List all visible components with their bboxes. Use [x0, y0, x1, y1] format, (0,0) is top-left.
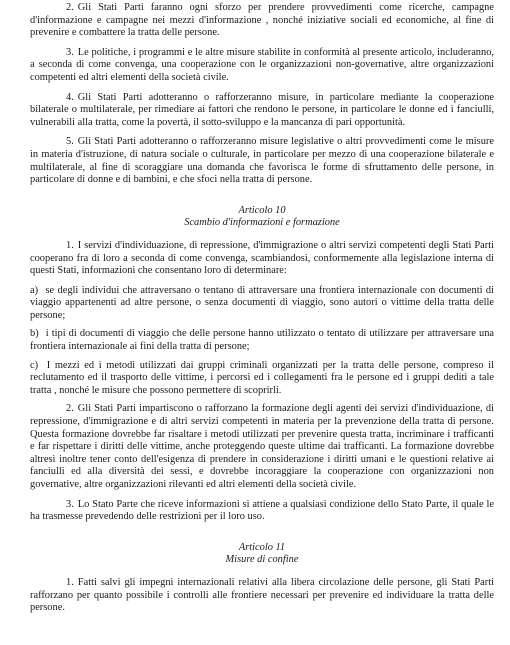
- paragraph-number: 2.: [66, 2, 74, 13]
- item-text: i tipi di documenti di viaggio che delle persone hanno utilizzato o tentato di utilizzare per attraversare una frontiera internazionale ai fini della tratta di persone;: [30, 328, 494, 353]
- article-10-paragraph-2: [30, 403, 494, 491]
- paragraph-text: Gli Stati Parti impartiscono o rafforzano la formazione degli agenti dei servizi d'individuazione, di repressione, d'immigrazione e di altri servizi competenti in materia per la prevenzione della tratta di persone. Questa formazione dovrebbe far risaltare i metodi utilizzati per prevenire questa tratta, incriminare i trafficanti e far rispettare i diritti delle vittime, anche proteggendo queste ultime dai trafficanti. La formazione dovrebbe altresì inoltre tener conto dell'esigenza di prendere in considerazione i diritti umani e le questioni relative ai fanciulli ed alla diversità dei sessi, e dovrebbe incoraggiare la cooperazione con organizzazioni non governative, altre organizzazioni rilevanti ed altri elementi della società civile.: [30, 403, 494, 490]
- item-label: a): [30, 284, 39, 296]
- paragraph-number: 5.: [66, 136, 74, 148]
- paragraph-text: I servizi d'individuazione, di repressione, d'immigrazione o altri servizi competenti degli Stati Parti cooperano fra di loro a seconda di come convenga, scambiandosi, conformemente alla legislazione interna di questi Stati, informazioni che consentano loro di determinare:: [30, 239, 494, 277]
- paragraph-text: Le politiche, i programmi e le altre misure stabilite in conformità al presente articolo, includeranno, a seconda di come convenga, una cooperazione con le organizzazioni non-governative, altre organizzazioni competenti ed altri elementi della società civile.: [30, 46, 494, 83]
- paragraph-2: [30, 2, 494, 40]
- article-10-item-a: [30, 285, 494, 323]
- paragraph-number: 3.: [66, 46, 74, 58]
- item-text: I mezzi ed i metodi utilizzati dai gruppi criminali organizzati per la tratta delle persone, compreso il reclutamento ed il trasporto delle vittime, i percorsi ed i collegamenti fra le persone ed i gruppi dediti a tale tratta , nonché le misure che possono permettere di scoprirli.: [30, 359, 494, 396]
- paragraph-number: 2.: [66, 403, 74, 415]
- paragraph-number: 1.: [66, 576, 74, 588]
- article-10-item-c: [30, 360, 494, 398]
- paragraph-3: [30, 47, 494, 85]
- article-11-title: Articolo 11: [238, 541, 286, 553]
- paragraph-text: Lo Stato Parte che riceve informazioni si attiene a qualsiasi condizione dello Stato Parte, il quale le ha trasmesse prevedendo delle restrizioni per il loro uso.: [30, 498, 494, 523]
- article-10-paragraph-1: [30, 240, 494, 278]
- paragraph-number: 3.: [66, 498, 74, 510]
- paragraph-5: [30, 136, 494, 186]
- paragraph-text: Fatti salvi gli impegni internazionali relativi alla libera circolazione delle persone, gli Stati Parti rafforzano per quanto possibile i controlli alle frontiere necessari per prevenire ed individuare la tratta delle persone.: [30, 576, 494, 614]
- paragraph-number: 1.: [66, 239, 74, 251]
- article-10-paragraph-3: [30, 499, 494, 524]
- paragraph-4: [30, 92, 494, 130]
- paragraph-text: Gli Stati Parti adotteranno o rafforzeranno misure, in particolare mediante la cooperazione bilaterale o multilaterale, per rimediare ai fattori che rendono le persone, in particolare le donne ed i fanciulli, vulnerabili alla tratta, come la povertà, il sotto-sviluppo e la mancanza di pari opportunità.: [30, 91, 494, 128]
- article-10-item-b: [30, 328, 494, 353]
- article-11-paragraph-1: [30, 577, 494, 615]
- paragraph-text: Gli Stati Parti adotteranno o rafforzeranno misure legislative o altri provvedimenti come le misure in materia d'istruzione, di natura sociale o culturale, in particolare per mezzo di una cooperazione bilaterale e multilaterale, al fine di scoraggiare una domanda che favorisca le forme di sfruttamento delle persone, in particolare di donne e di bambini, e che sfoci nella tratta di persone.: [30, 136, 494, 186]
- article-10-subtitle: Scambio d'informazioni e formazione: [184, 217, 340, 229]
- item-label: b): [30, 328, 39, 340]
- article-11-subtitle: Misure di confine: [225, 554, 299, 566]
- item-text: se degli individui che attraversano o tentano di attraversare una frontiera internazionale con documenti di viaggio appartenenti ad altre persone, o senza documenti di viaggio, sono autori o vittime della tratta delle persone;: [30, 284, 494, 321]
- article-10-title: Articolo 10: [238, 204, 286, 216]
- item-label: c): [30, 359, 39, 371]
- paragraph-text: Gli Stati Parti faranno ogni sforzo per prendere provvedimenti come ricerche, campagne d'informazione e campagne nei mezzi d'informazione , nonché iniziative sociali ed economiche, al fine di prevenire e combattere la tratta delle persone.: [30, 2, 494, 39]
- paragraph-number: 4.: [66, 91, 74, 103]
